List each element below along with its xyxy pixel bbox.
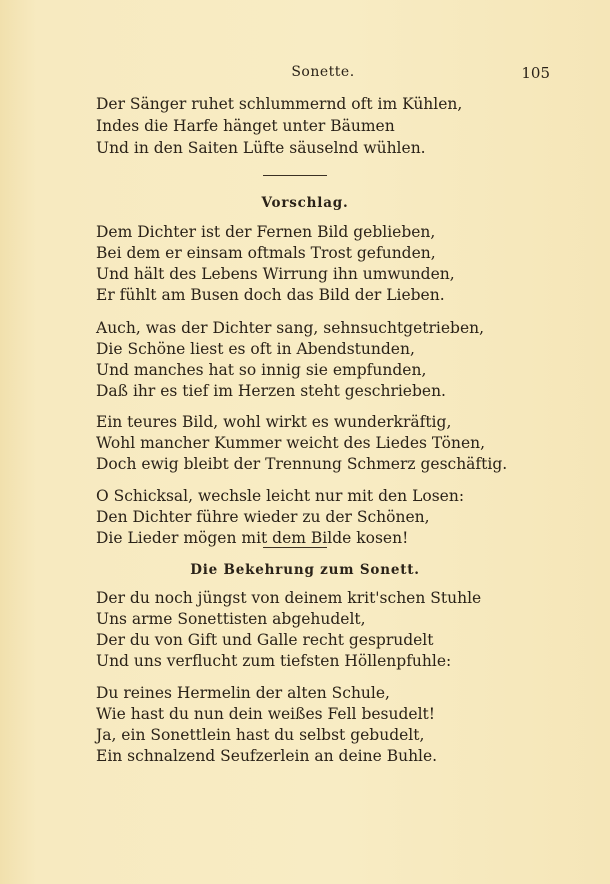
poem-line: Und manches hat so innig sie empfunden, xyxy=(96,361,427,379)
poem-line: Wohl mancher Kummer weicht des Liedes Tönen, xyxy=(96,434,486,452)
poem-line: Ja, ein Sonettlein hast du selbst gebudelt, xyxy=(96,726,425,744)
page-number: 105 xyxy=(521,64,550,82)
page-header xyxy=(96,64,550,84)
poem-line: Ein schnalzend Seufzerlein an deine Buhle. xyxy=(96,747,438,765)
poem-title: Vorschlag. xyxy=(261,195,349,211)
poem-line: Den Dichter führe wieder zu der Schönen, xyxy=(96,508,430,526)
poem-line: Auch, was der Dichter sang, sehnsuchtgetrieben, xyxy=(96,319,485,337)
poem-line: Bei dem er einsam oftmals Trost gefunden, xyxy=(96,244,436,262)
poem-line: Der Sänger ruhet schlummernd oft im Kühlen, xyxy=(96,95,463,113)
section-divider xyxy=(263,547,327,548)
poem-line: Der du noch jüngst von deinem krit'schen Stuhle xyxy=(96,589,482,607)
poem-line: Der du von Gift und Galle recht gesprudelt xyxy=(96,631,434,649)
poem-line: O Schicksal, wechsle leicht nur mit den Losen: xyxy=(96,487,465,505)
section-divider xyxy=(263,175,327,176)
poem-line: Du reines Hermelin der alten Schule, xyxy=(96,684,390,702)
running-head: Sonette. xyxy=(291,64,355,80)
poem-line: Daß ihr es tief im Herzen steht geschrieben. xyxy=(96,382,446,400)
poem-line: Ein teures Bild, wohl wirkt es wunderkräftig, xyxy=(96,413,452,431)
poem-line: Uns arme Sonettisten abgehudelt, xyxy=(96,610,366,628)
poem-line: Und in den Saiten Lüfte säuselnd wühlen. xyxy=(96,139,426,157)
poem-line: Doch ewig bleibt der Trennung Schmerz geschäftig. xyxy=(96,455,508,473)
poem-title: Die Bekehrung zum Sonett. xyxy=(190,562,420,578)
poem-line: Die Lieder mögen mit dem Bilde kosen! xyxy=(96,529,409,547)
poem-line: Und uns verflucht zum tiefsten Höllenpfuhle: xyxy=(96,652,452,670)
poem-line: Wie hast du nun dein weißes Fell besudelt! xyxy=(96,705,435,723)
poem-line: Er fühlt am Busen doch das Bild der Lieben. xyxy=(96,286,445,304)
poem-line: Indes die Harfe hänget unter Bäumen xyxy=(96,117,395,135)
poem-line: Und hält des Lebens Wirrung ihn umwunden, xyxy=(96,265,455,283)
poem-line: Die Schöne liest es oft in Abendstunden, xyxy=(96,340,415,358)
poem-line: Dem Dichter ist der Fernen Bild geblieben, xyxy=(96,223,436,241)
